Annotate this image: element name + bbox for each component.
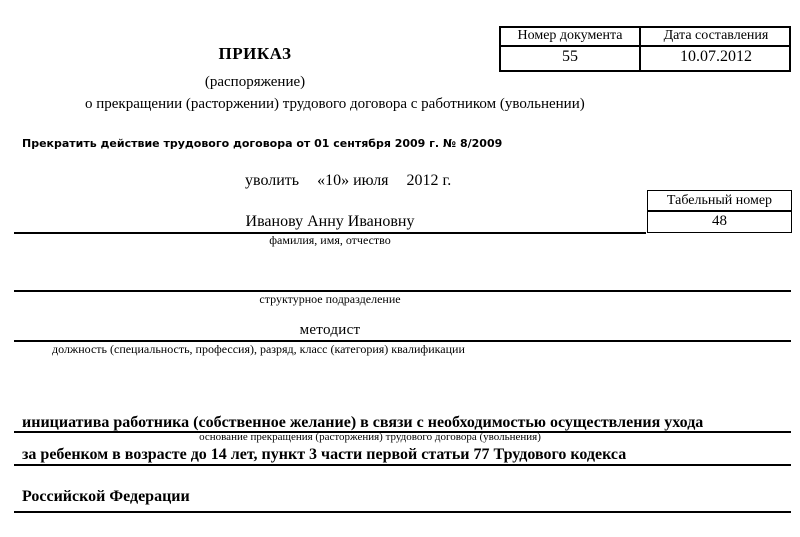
dismiss-month: июля — [353, 172, 389, 189]
tabel-number-table — [647, 190, 792, 233]
reason-underline-3 — [14, 511, 791, 513]
employee-position: методист — [299, 322, 361, 338]
tabel-number-label: Табельный номер — [666, 193, 773, 208]
tabel-number-value: 48 — [712, 213, 727, 229]
doc-number-value: 55 — [562, 48, 578, 65]
doc-number-label: Номер документа — [517, 28, 623, 43]
reason-underline-2 — [14, 464, 791, 466]
table-divider-horizontal — [501, 45, 789, 47]
employee-name: Иванову Анну Ивановну — [245, 213, 415, 230]
name-caption: фамилия, имя, отчество — [269, 233, 391, 247]
document-subtitle: (распоряжение) — [204, 74, 306, 90]
date-value: 10.07.2012 — [680, 48, 752, 65]
document-info-table — [499, 26, 791, 72]
position-caption: должность (специальность, профессия), разряд, класс (категория) квалификации — [52, 342, 465, 356]
reason-caption: основание прекращения (расторжения) трудового договора (увольнения) — [199, 431, 541, 443]
reason-line-3: Российской Федерации — [22, 488, 190, 505]
document-title: ПРИКАЗ — [218, 44, 292, 63]
terminate-contract-text: Прекратить действие трудового договора от 01 сентября 2009 г. № 8/2009 — [22, 137, 503, 150]
date-label: Дата составления — [663, 28, 769, 43]
dismiss-word: уволить — [245, 172, 300, 189]
reason-line-2: за ребенком в возрасте до 14 лет, пункт 3 части первой статьи 77 Трудового кодекса — [22, 446, 627, 463]
dismiss-day: «10» — [317, 172, 350, 189]
dismiss-date-line — [245, 171, 451, 190]
document-subject: о прекращении (расторжении) трудового договора с работником (увольнении) — [85, 96, 585, 112]
reason-line-1: инициатива работника (собственное желание) в связи с необходимостью осуществления ухода — [22, 414, 704, 431]
department-caption: структурное подразделение — [259, 292, 401, 306]
dismiss-year: 2012 г. — [406, 172, 452, 189]
